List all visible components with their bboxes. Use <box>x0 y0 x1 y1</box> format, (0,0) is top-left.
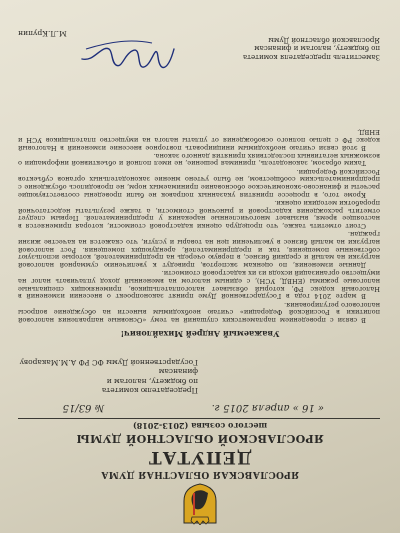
header-divider <box>18 418 380 419</box>
addressee-line: Председателю комитета <box>101 386 198 395</box>
addressee-line: по бюджету, налогам и <box>106 376 198 386</box>
signer-name: М.Л.Крупин <box>18 29 67 38</box>
body-paragraph: Таким образом, законодатель, принимая решение, не имел полной и объективной информации о возможных негативных последствиях принятия данного закона. <box>18 151 380 168</box>
handwritten-signature-icon <box>72 29 182 79</box>
body-paragraph: Стоит отметить также, что процедура оценки кадастровой стоимости, которая применяется в настоящее время, вызывает многочисленные нарекания у предпринимателей. Первым следует отметить расхождения кадастровой и рыночной стоимости, а также результаты недостаточной проработки методики оценки. <box>18 198 380 231</box>
letter-date: « 16 » апреля 2015 г. <box>211 402 324 413</box>
coat-of-arms-icon <box>182 483 218 525</box>
letterhead-title: ДЕПУТАТ <box>147 447 253 467</box>
signer-position-line: Ярославской областной Думы <box>268 36 380 44</box>
body-paragraph: Данные изменения, по оценкам экспертов, приведут к увеличению суммарной налоговой нагрузки на малый и средний бизнес, в первую очередь на предпринимателей, которые используют собственные помещения, так и предпринимателей, арендующих помещения. Рост налоговой нагрузки на малый бизнес в увеличении цен на товары и услуги, что скажется на качестве жизни граждан. <box>18 230 380 270</box>
body-paragraph: В связи с проведением парламентских слушаний на тему «Основные направления налоговой политики в Российской Федерации» считаю необходимым вынести на обсуждение вопросы налогового регулирования. <box>18 300 380 324</box>
letter-body <box>18 127 380 323</box>
body-paragraph: Кроме того, в процессе принятия указанных поправок не были проведены соответствующие расчеты и финансово-экономическое обоснование принимаемых норм, не проводилось обсуждение с предпринимательским сообществом, не было учтено мнение законодательных органов субъектов Российской Федерации. <box>18 167 380 199</box>
signer-position-line: по бюджету, налогам и финансам <box>254 44 380 53</box>
addressee-line: финансам <box>158 367 198 377</box>
addressee-block <box>18 358 198 395</box>
body-paragraph: В марте 2014 года в Государственной Думе принят законопроект о внесении изменений в Налоговый кодекс РФ, который обязывает налогоплательщиков, применяющих специальные налоговые режимы (ЕНВД, УСН), с единым налогом на вмененный доход уплачивать налог на имущество организаций исходя из их кадастровой стоимости. <box>18 269 380 301</box>
signer-position <box>190 36 380 62</box>
signer-position-line: Заместитель председателя комитета <box>242 53 380 61</box>
body-paragraph: В этой связи считаю необходимым инициировать повторное внесение изменений в Налоговый кодекс РФ с целью полного освобождения от уплаты налога на имущество плательщиков УСН и ЕНВД. <box>18 128 380 152</box>
letter-document <box>6 2 394 531</box>
letter-number: № 63/15 <box>62 402 104 413</box>
addressee-line: Государственной Думы ФС РФ А.М.Макарову <box>19 358 198 368</box>
org-name: ЯРОСЛАВСКАЯ ОБЛАСТНАЯ ДУМА <box>100 469 300 479</box>
org-name-genitive: ЯРОСЛАВСКОЙ ОБЛАСТНОЙ ДУМЫ <box>76 432 324 445</box>
convocation: шестого созыва (2013-2018) <box>132 421 268 431</box>
greeting: Уважаемый Андрей Михайлович! <box>120 329 280 339</box>
